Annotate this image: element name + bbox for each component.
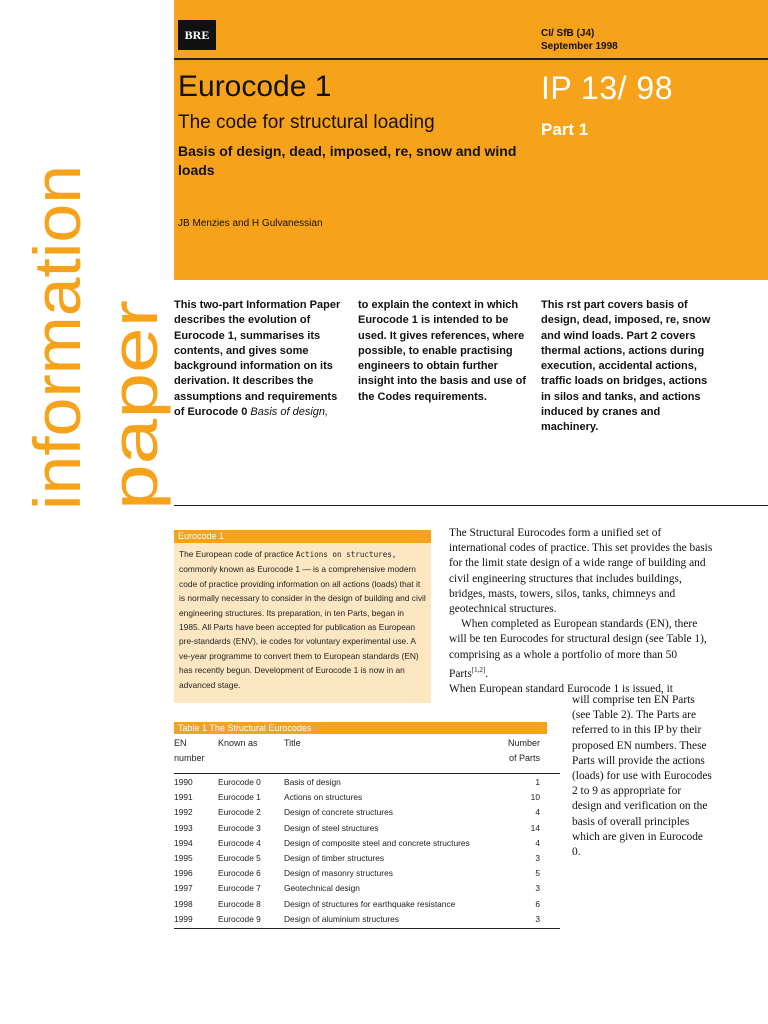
box-text-after: commonly known as Eurocode 1 — is a comprehensive modern code of practice providing information on all actions (loads) that it is normally necessary to consider in the design of building and civil engineering structures. Its preparation, in ten Parts, began in 1985. All Parts have been accepted for publication as European pre-standards (ENV), ie codes for voluntary experimental use. A ve-year programme to convert them to European standards (EN) has recently begun. Development of Eurocode 1 is now in an advanced stage.: [179, 564, 426, 690]
intro-column-3: [541, 298, 711, 436]
table-head-parts-line2: of Parts: [508, 753, 540, 763]
table-cell-known: Eurocode 3: [218, 822, 261, 833]
table-cell-en: 1991: [174, 792, 193, 803]
table-cell-en: 1995: [174, 853, 193, 863]
vertical-title: [12, 155, 171, 515]
table-cell-title: Actions on structures: [284, 792, 363, 803]
table-cell-known: Eurocode 2: [218, 807, 261, 818]
table-cell-title: Geotechnical design: [284, 883, 360, 894]
table-rule-bottom: [174, 928, 560, 929]
sidebar-box-body: [174, 543, 431, 703]
bre-logo: BRE: [178, 20, 216, 50]
table-row: [174, 775, 560, 790]
box-text-mono: Actions on structures,: [295, 550, 397, 559]
vertical-title-line1: information: [20, 183, 94, 510]
table-title: Table 1 The Structural Eurocodes: [174, 722, 547, 734]
sidebar-box-title: Eurocode 1: [174, 530, 431, 543]
table-cell-parts: 1: [535, 777, 540, 787]
table-cell-parts: 6: [535, 898, 540, 909]
table-cell-title: Design of concrete structures: [284, 807, 393, 818]
table-cell-title: Design of timber structures: [284, 853, 385, 863]
table-row: [174, 851, 560, 866]
table-cell-parts: 3: [535, 913, 540, 924]
table-cell-en: 1997: [174, 883, 193, 894]
publication-date: September 1998: [541, 41, 618, 52]
table-cell-title: Design of composite steel and concrete structures: [284, 837, 470, 848]
table-head-en-line2: number: [174, 753, 205, 763]
table-cell-parts: 4: [535, 807, 540, 818]
body-para-3-rest: will comprise ten EN Parts (see Table 2). The Parts are referred to in this IP by their proposed EN numbers. These Parts will provide the actions (loads) for use with Eurocodes 2 to 9 as appropriate for design and verification on the basis of overall principles which are given in Eurocode 0.: [572, 694, 712, 859]
vertical-title-line2: paper: [97, 341, 171, 510]
body-para-1: The Structural Eurocodes form a unified set of international codes of practice. This set provides the basis for the limit state design of a wide range of building and civil engineering structures that includes buildings, bridges, masts, towers, silos, tanks, chimneys and geotechnical structures.: [449, 527, 713, 616]
table-cell-known: Eurocode 4: [218, 837, 261, 848]
table-row: [174, 912, 560, 927]
table-cell-title: Basis of design: [284, 777, 341, 787]
table-cell-title: Design of masonry structures: [284, 868, 393, 879]
page-subtitle: The code for structural loading: [178, 112, 435, 133]
table-cell-known: Eurocode 7: [218, 883, 261, 894]
table-cell-parts: 3: [535, 853, 540, 863]
intro-column-1: [174, 298, 344, 420]
body-para-2-ref: [1,2]: [471, 665, 486, 674]
table-row: [174, 897, 560, 912]
body-para-2-text: When completed as European standards (EN), there will be ten Eurocodes for structural design (see Table 1), comprising as a whole a portfolio of more than 50 Parts: [449, 618, 707, 680]
part-label: Part 1: [541, 120, 589, 139]
intro-col1-text: This two-part Information Paper describes the evolution of Eurocode 1, summarises its contents, and gives some background information on its derivation. It describes the assumptions and requirements of Eurocode 0: [174, 299, 341, 419]
table-row: [174, 866, 560, 881]
classification: [541, 27, 618, 53]
classification-code: CI/ SfB (J4): [541, 28, 595, 39]
table-cell-parts: 3: [535, 883, 540, 894]
table-cell-parts: 10: [530, 792, 540, 803]
table-cell-title: Design of structures for earthquake resistance: [284, 898, 456, 909]
table-cell-en: 1993: [174, 822, 193, 833]
table-cell-parts: 5: [535, 868, 540, 879]
table-cell-known: Eurocode 6: [218, 868, 261, 879]
table-cell-en: 1996: [174, 868, 193, 879]
table-head-parts: [486, 736, 540, 766]
section-divider: [174, 505, 768, 506]
body-para-2-end: .: [485, 667, 489, 680]
table-row: [174, 821, 560, 836]
table-cell-parts: 4: [535, 837, 540, 848]
table-head-parts-line1: Number: [507, 738, 540, 748]
body-column: [449, 526, 715, 697]
table-head-known: Known as: [218, 738, 258, 748]
table-head-en: [174, 736, 205, 766]
table-row: [174, 836, 560, 851]
intro-col3-text: This rst part covers basis of design, dead, imposed, re, snow and wind loads. Part 2 covers thermal actions, actions during execution, accidental actions, traffic loads on bridges, actions in silos and tanks, and actions induced by cranes and machinery.: [541, 299, 711, 434]
vertical-title-svg: [12, 155, 171, 515]
table-cell-known: Eurocode 1: [218, 792, 261, 803]
table-cell-known: Eurocode 5: [218, 853, 261, 863]
table-cell-known: Eurocode 0: [218, 777, 261, 787]
table-cell-known: Eurocode 9: [218, 913, 261, 924]
table-cell-en: 1998: [174, 898, 193, 909]
table-cell-known: Eurocode 8: [218, 898, 261, 909]
header-banner: [174, 0, 768, 280]
table-head-title: Title: [284, 738, 301, 748]
ip-number: IP 13/ 98: [541, 70, 674, 106]
table-head-en-line1: EN: [174, 738, 187, 748]
intro-col2-text: to explain the context in which Eurocode 1 is intended to be used. It gives references, where possible, to enable practising engineers to obtain further insight into the basis and use of the Codes requirements.: [358, 299, 527, 403]
table-cell-parts: 14: [530, 822, 540, 833]
authors: JB Menzies and H Gulvanessian: [178, 218, 323, 229]
table-cell-title: Design of steel structures: [284, 822, 379, 833]
box-text-before: The European code of practice: [179, 549, 294, 559]
table-row: [174, 881, 560, 896]
page-title: Eurocode 1: [178, 70, 332, 103]
table-cell-en: 1999: [174, 913, 193, 924]
table-row: [174, 805, 560, 820]
table-cell-en: 1992: [174, 807, 193, 818]
body-para-2: [449, 617, 715, 682]
table-rule: [174, 773, 560, 774]
intro-col1-italic: Basis of design,: [250, 406, 329, 419]
body-column-narrow: [572, 693, 712, 860]
table-cell-title: Design of aluminium structures: [284, 913, 399, 924]
table-cell-en: 1994: [174, 837, 193, 848]
table-cell-en: 1990: [174, 777, 193, 787]
header-rule: [174, 58, 768, 60]
intro-column-2: [358, 298, 528, 405]
body-para-3-lead: When European standard Eurocode 1 is issued, it: [449, 682, 673, 695]
page-subsubtitle: Basis of design, dead, imposed, re, snow and wind loads: [178, 143, 517, 178]
table-row: [174, 790, 560, 805]
